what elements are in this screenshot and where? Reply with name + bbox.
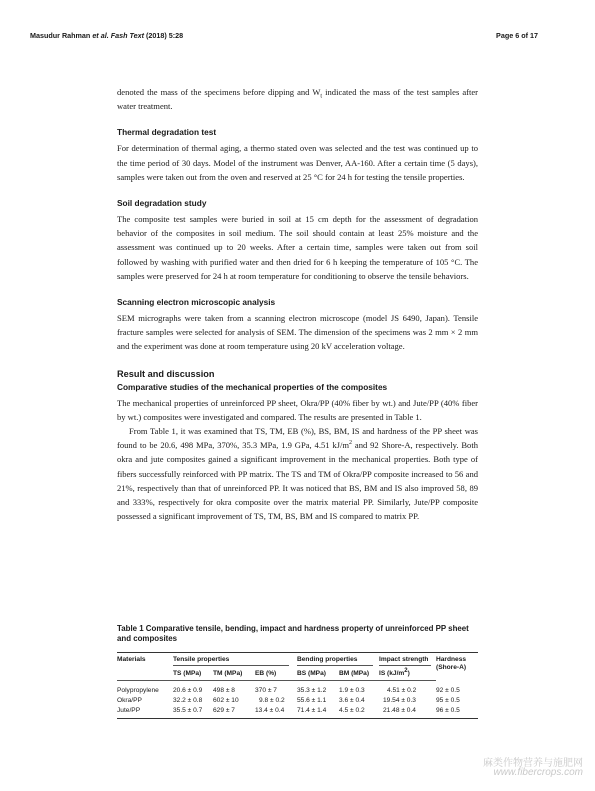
results-paragraph-1: The mechanical properties of unreinforced PP sheet, Okra/PP (40% fiber by wt.) and Jute/PP (40% fiber by wt.) composites were investigated and compared. The results are presented in Table 1.: [117, 397, 478, 422]
header-ts: TS (MPa): [173, 666, 213, 681]
section-heading: Thermal degradation test: [117, 127, 217, 138]
table-row: Jute/PP 35.5 ± 0.7 629 ± 7 13.4 ± 0.4 71.4 ± 1.4 4.5 ± 0.2 21.48 ± 0.4 96 ± 0.5: [117, 704, 478, 719]
section-heading-main: Result and discussion: [117, 368, 215, 379]
intro-paragraph: denoted the mass of the specimens before dipping and $W_t$ indicated the mass of the test samples after water treatment.: [117, 87, 478, 112]
table-row: Polypropylene 20.6 ± 0.9 498 ± 8 370 ± 7 35.3 ± 1.2 1.9 ± 0.3 4.51 ± 0.2 92 ± 0.5: [117, 686, 460, 694]
section-heading: Scanning electron microscopic analysis: [117, 297, 276, 308]
header-eb: EB (%): [255, 666, 297, 681]
section-paragraph: For determination of thermal aging, a thermo stated oven was selected and the test was continued up to the time period of 30 days. Model of the instrument was Denver, AA-160. After a certain time (5 days), samples were taken out from the oven and reserved at 25 °C for 24 h for testing the tensile properties.: [117, 143, 478, 182]
section-thermal: [117, 127, 478, 184]
watermark-url: www.fibercrops.com: [493, 767, 583, 778]
section-heading: Soil degradation study: [117, 198, 207, 209]
header-bending: Bending properties: [297, 653, 379, 667]
header-is: IS $(kJ/m^2)$: [379, 666, 436, 681]
section-paragraph: The composite test samples were buried in soil at 15 cm depth for the assessment of degradation behavior of the composites in soil medium. The soil should contain at least 25% moisture and the assessment was continued up to 20 weeks. After a certain time, samples were taken out from soil followed by washing with purified water and then dried for 6 h keeping the temperature of 105 °C. The samples were preserved for 24 h at room temperature for conditioning to observe the tensile behaviors.: [117, 214, 478, 281]
header-hardness: Hardness (Shore-A): [436, 656, 467, 671]
header-tm: TM (MPa): [213, 666, 255, 681]
properties-table: [117, 652, 478, 719]
section-sem: [117, 297, 478, 354]
header-bs: BS (MPa): [297, 666, 339, 681]
page-number: Page 6 of 17: [496, 31, 538, 40]
table-caption: Table 1 Comparative tensile, bending, impact and hardness property of unreinforced PP sheet and composites: [117, 624, 469, 643]
table-group-header-row: [117, 653, 478, 667]
running-header-citation: Masudur Rahman et al. Fash Text (2018) 5:28: [30, 31, 184, 40]
header-impact: Impact strength: [379, 653, 436, 667]
section-soil: [117, 198, 478, 283]
header-tensile: Tensile properties: [173, 653, 297, 667]
table-sub-header-row: [117, 666, 478, 681]
header-materials: Materials: [117, 656, 146, 663]
header-bm: BM (MPa): [339, 666, 379, 681]
section-paragraph: SEM micrographs were taken from a scanning electron microscope (model JS 6490, Japan). Tensile fracture samples were selected for analysis of SEM. The dimension of the specimens was 2 mm × 2 mm and the experiment was done at room temperature using 20 kV acceleration voltage.: [117, 313, 478, 352]
subsection-heading: Comparative studies of the mechanical properties of the composites: [117, 381, 388, 392]
results-paragraph-2: From Table 1, it was examined that TS, TM, EB (%), BS, BM, IS and hardness of the PP sheet was found to be 20.6, 498 MPa, 370%, 35.3 MPa, 1.9 GPa, 4.51 $kJ/m^2$ and 92 Shore-A, respectively. Both okra and jute composites gained a significant improvement in the mechanical properties. Both type of fibers successfully reinforced with PP matrix. The TS and TM of Okra/PP composite increased to 56 and 21%, respectively than that of unreinforced PP. It was noticed that BS, BM and IS also improved 58, 89 and 333%, respectively for okra composite over the matrix material PP. Similarly, Jute/PP composite possessed a significant improvement of TS, TM, BS, BM and IS compared to matrix PP.: [117, 426, 478, 522]
watermark-chinese: 麻类作物营养与施肥网: [483, 758, 583, 769]
table-row: Okra/PP 32.2 ± 0.8 602 ± 10 9.8 ± 0.2 55.6 ± 1.1 3.6 ± 0.4 19.54 ± 0.3 95 ± 0.5: [117, 697, 460, 704]
section-results: [117, 368, 478, 524]
body-text: [117, 85, 478, 523]
